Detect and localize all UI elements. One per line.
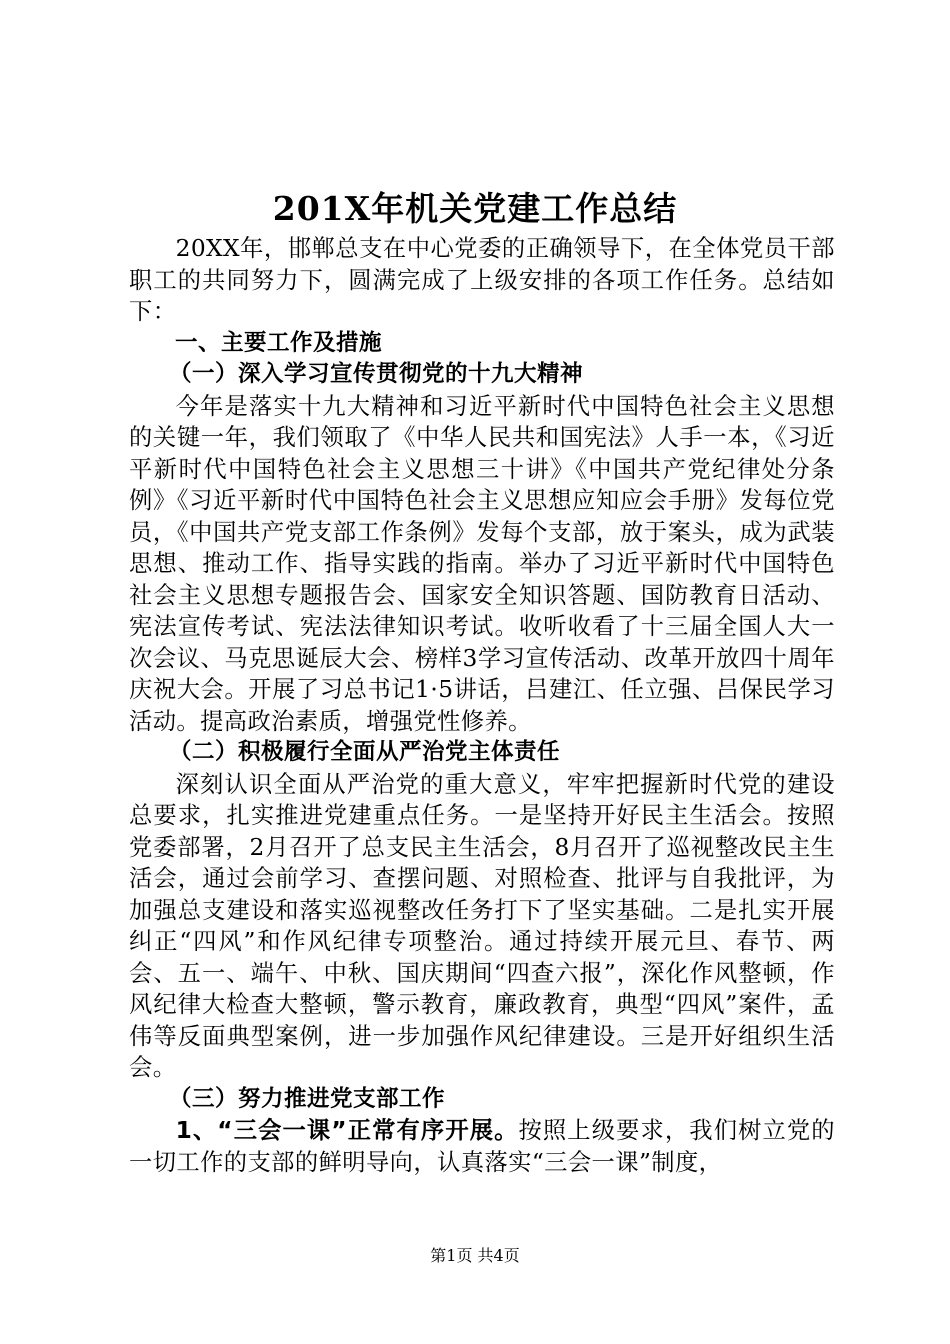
- page-footer: 第1页 共4页: [430, 1246, 520, 1265]
- subsection-body-1: 今年是落实十九大精神和习近平新时代中国特色社会主义思想的关键一年，我们领取了《中华人民共和国宪法》人手一本，《习近平新时代中国特色社会主义思想三十讲》《中国共产党纪律处分条例》《习近平新时代中国特色社会主义思想应知应会手册》发每位党员，《中国共产党支部工作条例》发每个支部，放于案头，成为武装思想、推动工作、指导实践的指南。举办了习近平新时代中国特色社会主义思想专题报告会、国家安全知识答题、国防教育日活动、宪法宣传考试、宪法法律知识考试。收听收看了十三届全国人大一次会议、马克思诞辰大会、榜样3学习宣传活动、改革开放四十周年庆祝大会。开展了习总书记1·5讲话，吕建江、任立强、吕保民学习活动。提高政治素质，增强党性修养。: [129, 392, 835, 735]
- subsection-body-3: [129, 1115, 835, 1178]
- subsection-heading-2: （二）积极履行全面从严治党主体责任: [169, 739, 561, 765]
- subsection-heading-3: （三）努力推进党支部工作: [169, 1085, 446, 1112]
- intro-paragraph: 20XX年，邯郸总支在中心党委的正确领导下，在全体党员干部职工的共同努力下，圆满完成了上级安排的各项工作任务。总结如下：: [129, 235, 835, 325]
- document-title: 201X年机关党建工作总结: [272, 189, 678, 228]
- document-body: [129, 233, 835, 1178]
- subsection-body-2: 深刻认识全面从严治党的重大意义，牢牢把握新时代党的建设总要求，扎实推进党建重点任务。一是坚持开好民主生活会。按照党委部署，2月召开了总支民主生活会，8月召开了巡视整改民主生活会，通过会前学习、查摆问题、对照检查、批评与自我批评，为加强总支建设和落实巡视整改任务打下了坚实基础。二是扎实开展纠正“四风”和作风纪律专项整治。通过持续开展元旦、春节、两会、五一、端午、中秋、国庆期间“四查六报”，深化作风整顿，作风纪律大检查大整顿，警示教育，廉政教育，典型“四风”案件，孟伟等反面典型案例，进一步加强作风纪律建设。三是开好组织生活会。: [129, 770, 835, 1081]
- section-heading: 一、主要工作及措施: [175, 329, 383, 356]
- item-lead: 1、“三会一课”正常有序开展。: [175, 1117, 519, 1144]
- subsection-heading-1: （一）深入学习宣传贯彻党的十九大精神: [169, 361, 584, 387]
- item-body: 按照上级要求，我们树立党的一切工作的支部的鲜明导向，认真落实“三会一课”制度，: [129, 1117, 835, 1176]
